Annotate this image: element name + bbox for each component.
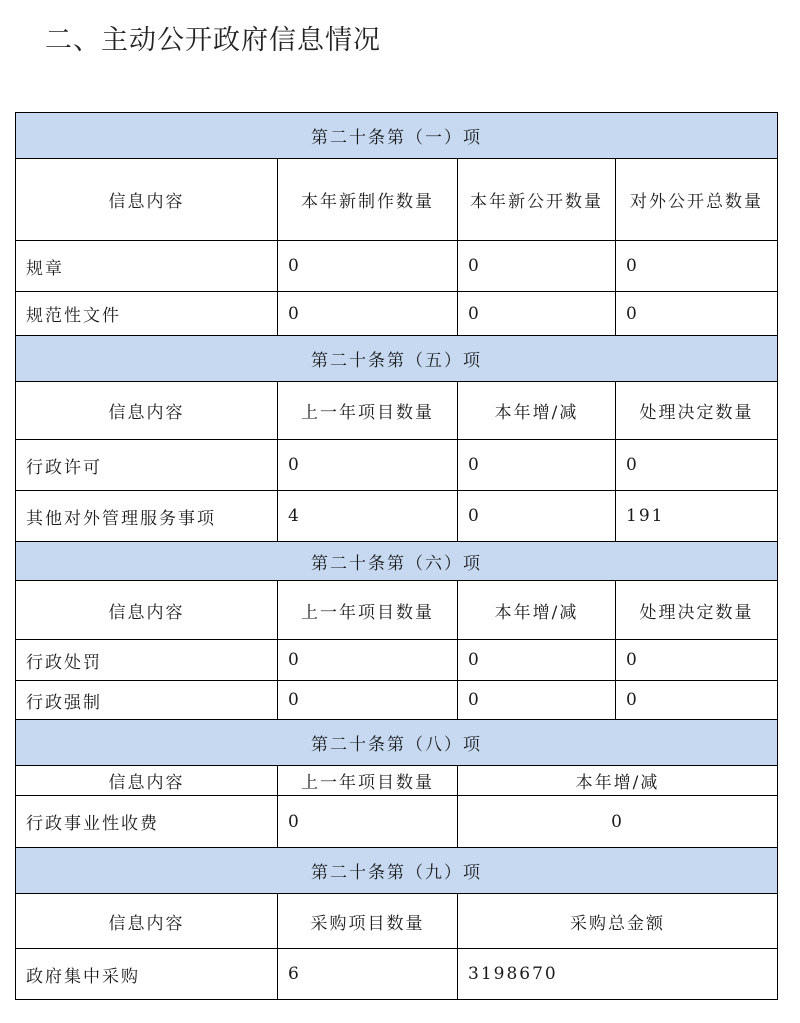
column-header: 上一年项目数量 [278, 766, 458, 796]
info-disclosure-table [15, 112, 778, 1000]
cell-value: 0 [616, 640, 778, 681]
row-label: 行政处罚 [16, 640, 278, 681]
column-header: 本年新制作数量 [278, 159, 458, 241]
column-header: 信息内容 [16, 382, 278, 440]
column-header: 本年新公开数量 [458, 159, 616, 241]
column-header: 上一年项目数量 [278, 581, 458, 640]
cell-value: 0 [616, 440, 778, 491]
cell-value: 0 [458, 292, 616, 336]
table-row [16, 440, 778, 491]
table-row [16, 681, 778, 720]
section-title: 第二十条第（九）项 [16, 848, 778, 894]
column-header: 信息内容 [16, 894, 278, 949]
cell-value: 0 [616, 241, 778, 292]
section-header-row [16, 848, 778, 894]
table-row [16, 241, 778, 292]
cell-value: 0 [278, 292, 458, 336]
column-header: 对外公开总数量 [616, 159, 778, 241]
table-row [16, 640, 778, 681]
table-row [16, 491, 778, 542]
table-row [16, 292, 778, 336]
column-header: 采购项目数量 [278, 894, 458, 949]
row-label: 规范性文件 [16, 292, 278, 336]
row-label: 其他对外管理服务事项 [16, 491, 278, 542]
page-heading: 二、主动公开政府信息情况 [45, 25, 381, 56]
row-label: 政府集中采购 [16, 949, 278, 1000]
column-header-row [16, 159, 778, 241]
row-label: 行政许可 [16, 440, 278, 491]
section-title: 第二十条第（五）项 [16, 336, 778, 382]
column-header: 信息内容 [16, 159, 278, 241]
cell-value: 0 [278, 681, 458, 720]
cell-value: 0 [458, 440, 616, 491]
column-header: 信息内容 [16, 766, 278, 796]
column-header: 处理决定数量 [616, 581, 778, 640]
section-title: 第二十条第（六）项 [16, 542, 778, 581]
section-header-row [16, 542, 778, 581]
cell-value: 0 [458, 491, 616, 542]
row-label: 规章 [16, 241, 278, 292]
column-header-row [16, 766, 778, 796]
column-header: 上一年项目数量 [278, 382, 458, 440]
column-header: 本年增/减 [458, 766, 778, 796]
section-header-row [16, 720, 778, 766]
column-header-row [16, 894, 778, 949]
cell-value: 0 [278, 440, 458, 491]
cell-value: 0 [458, 681, 616, 720]
section-header-row [16, 113, 778, 159]
row-label: 行政强制 [16, 681, 278, 720]
column-header: 采购总金额 [458, 894, 778, 949]
section-header-row [16, 336, 778, 382]
cell-value: 6 [278, 949, 458, 1000]
row-label: 行政事业性收费 [16, 796, 278, 848]
cell-value: 0 [458, 241, 616, 292]
cell-value: 4 [278, 491, 458, 542]
section-title: 第二十条第（一）项 [16, 113, 778, 159]
cell-value: 0 [616, 681, 778, 720]
cell-value: 0 [278, 640, 458, 681]
column-header: 本年增/减 [458, 382, 616, 440]
table-row [16, 796, 778, 848]
cell-value: 0 [458, 796, 778, 848]
cell-value: 3198670 [458, 949, 778, 1000]
cell-value: 0 [458, 640, 616, 681]
cell-value: 191 [616, 491, 778, 542]
cell-value: 0 [278, 796, 458, 848]
column-header: 信息内容 [16, 581, 278, 640]
column-header: 处理决定数量 [616, 382, 778, 440]
column-header: 本年增/减 [458, 581, 616, 640]
cell-value: 0 [278, 241, 458, 292]
table-row [16, 949, 778, 1000]
cell-value: 0 [616, 292, 778, 336]
column-header-row [16, 581, 778, 640]
column-header-row [16, 382, 778, 440]
section-title: 第二十条第（八）项 [16, 720, 778, 766]
